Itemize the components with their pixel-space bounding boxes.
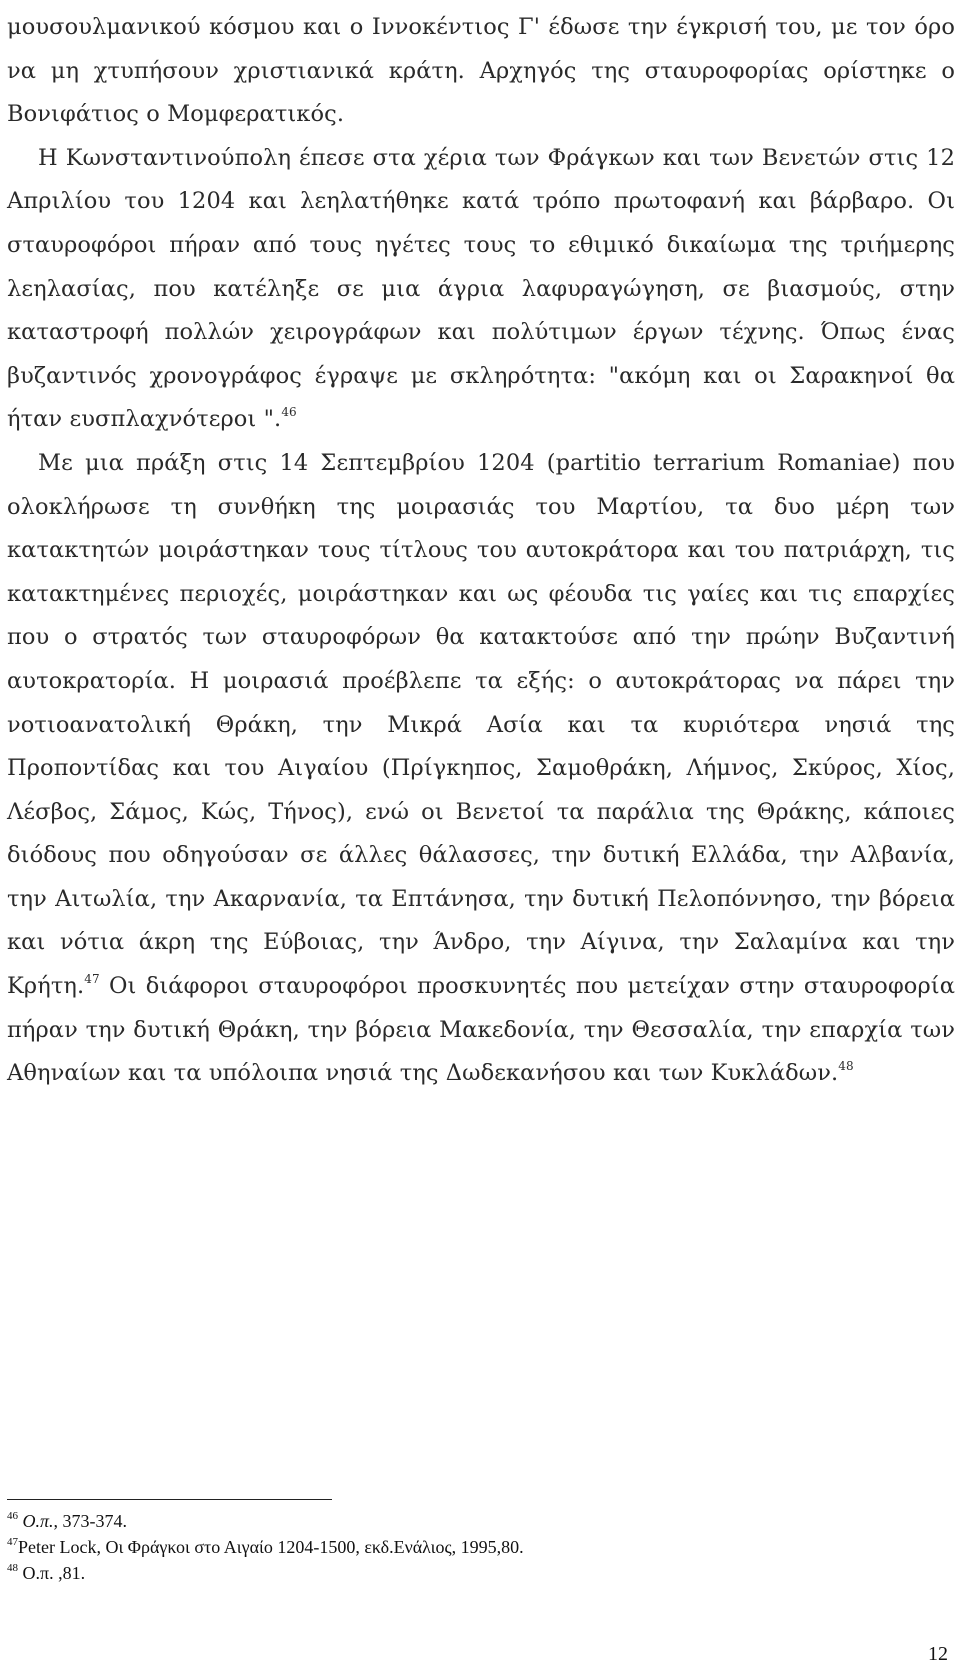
footnote-text: Ο.π. ,81. xyxy=(22,1563,86,1583)
paragraph-3-text-b: Οι διάφοροι σταυροφόροι προσκυνητές που μετείχαν στην σταυροφορία πήραν την δυτική Θράκη, την βόρεια Μακεδονία, την Θεσσαλία, την επαρχία των Αθηναίων και τα υπόλοιπα νησιά της Δωδεκανήσου και των Κυκλάδων. xyxy=(7,973,955,1087)
paragraph-1 xyxy=(7,6,955,137)
footnote-pages: , 373-374. xyxy=(53,1511,128,1531)
footnote-number: 48 xyxy=(7,1562,18,1574)
page-number: 12 xyxy=(928,1643,948,1665)
main-text xyxy=(7,6,955,1096)
footnote-source: Ο.π. xyxy=(22,1511,54,1531)
footnote-text: Peter Lock, Οι Φράγκοι στο Αιγαίο 1204-1500, εκδ.Ενάλιος, 1995,80. xyxy=(18,1537,524,1557)
footnote-47 xyxy=(7,1534,907,1560)
footnote-46 xyxy=(7,1508,907,1534)
footnote-number: 47 xyxy=(7,1536,18,1548)
footnote-divider xyxy=(7,1499,332,1500)
paragraph-3 xyxy=(7,442,955,1096)
paragraph-2 xyxy=(7,137,955,442)
paragraph-3-text-a: Με μια πράξη στις 14 Σεπτεμβρίου 1204 (partitio terrarium Romaniae) που ολοκλήρωσε τη συνθήκη της μοιρασιάς του Μαρτίου, τα δυο μέρη των κατακτητών μοιράστηκαν τους τίτλους του αυτοκράτορα και του πατριάρχη, τις κατακτημένες περιοχές, μοιράστηκαν και ως φέουδα τις γαίες και τις επαρχίες που ο στρατός των σταυροφόρων θα κατακτούσε από την πρώην Βυζαντινή αυτοκρατορία. Η μοιρασιά προέβλεπε τα εξής: ο αυτοκράτορας να πάρει την νοτιοανατολική Θράκη, την Μικρά Ασία και τα κυριότερα νησιά της Προποντίδας και του Αιγαίου (Πρίγκηπος, Σαμοθράκη, Λήμνος, Σκύρος, Χίος, Λέσβος, Σάμος, Κώς, Τήνος), ενώ οι Βενετοί τα παράλια της Θράκης, κάποιες διόδους που οδηγούσαν σε άλλες θάλασσες, την δυτική Ελλάδα, την Αλβανία, την Αιτωλία, την Ακαρνανία, τα Επτάνησα, την δυτική Πελοπόννησο, την βόρεια και νότια άκρη της Εύβοιας, την Άνδρο, την Αίγινα, την Σαλαμίνα και την Κρήτη. xyxy=(7,449,955,1000)
footnote-ref-46[interactable]: 46 xyxy=(281,405,297,420)
footnotes xyxy=(7,1508,907,1586)
footnote-ref-47[interactable]: 47 xyxy=(84,972,100,987)
footnote-ref-48[interactable]: 48 xyxy=(838,1059,854,1074)
footnote-number: 46 xyxy=(7,1510,18,1522)
footnote-48 xyxy=(7,1560,907,1586)
paragraph-1-text: μουσουλμανικού κόσμου και ο Ιννοκέντιος Γ' έδωσε την έγκρισή του, με τον όρο να μη χτυπήσουν χριστιανικά κράτη. Αρχηγός της σταυροφορίας ορίστηκε ο Βονιφάτιος ο Μομφερατικός. xyxy=(7,14,955,128)
paragraph-2-text: Η Κωνσταντινούπολη έπεσε στα χέρια των Φράγκων και των Βενετών στις 12 Απριλίου του 1204 και λεηλατήθηκε κατά τρόπο πρωτοφανή και βάρβαρο. Οι σταυροφόροι πήραν από τους ηγέτες τους το εθιμικό δικαίωμα της τριήμερης λεηλασίας, που κατέληξε σε μια άγρια λαφυραγώγηση, σε βιασμούς, στην καταστροφή πολλών χειρογράφων και πολύτιμων έργων τέχνης. Όπως ένας βυζαντινός χρονογράφος έγραψε με σκληρότητα: "ακόμη και οι Σαρακηνοί θα ήταν ευσπλαχνότεροι ". xyxy=(7,144,955,433)
